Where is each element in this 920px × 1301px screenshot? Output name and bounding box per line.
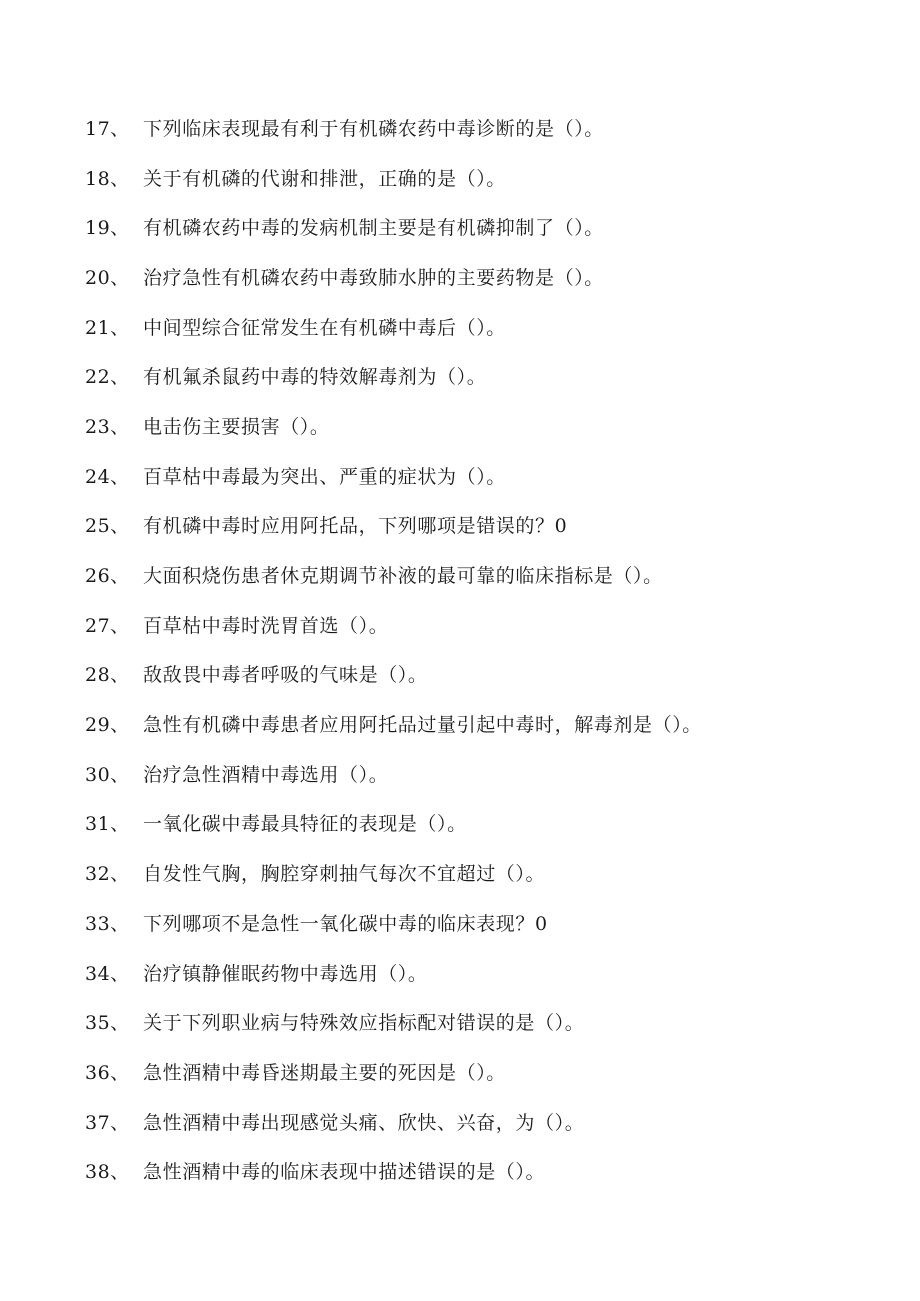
question-text: 治疗急性有机磷农药中毒致肺水肿的主要药物是（）。 <box>143 266 604 289</box>
question-item <box>85 601 885 651</box>
question-item <box>85 750 885 800</box>
question-text: 中间型综合征常发生在有机磷中毒后（）。 <box>143 316 506 339</box>
question-item <box>85 104 885 154</box>
question-text: 急性酒精中毒昏迷期最主要的死因是（）。 <box>143 1061 506 1084</box>
question-text: 急性酒精中毒出现感觉头痛、欣快、兴奋，为（）。 <box>143 1111 585 1134</box>
question-item <box>85 899 885 949</box>
question-number: 26、 <box>85 565 130 588</box>
question-item <box>85 303 885 353</box>
question-text: 关于有机磷的代谢和排泄，正确的是（）。 <box>143 167 506 190</box>
question-item <box>85 1147 885 1197</box>
question-item <box>85 452 885 502</box>
question-number: 18、 <box>85 167 130 190</box>
question-text: 治疗镇静催眠药物中毒选用（）。 <box>143 962 428 985</box>
question-number: 34、 <box>85 962 130 985</box>
question-number: 28、 <box>85 664 130 687</box>
question-item <box>85 949 885 999</box>
question-text: 下列临床表现最有利于有机磷农药中毒诊断的是（）。 <box>143 117 604 140</box>
question-item <box>85 800 885 850</box>
question-text: 一氧化碳中毒最具特征的表现是（）。 <box>143 813 467 836</box>
question-item <box>85 1098 885 1148</box>
question-number: 21、 <box>85 316 130 339</box>
question-text: 百草枯中毒时洗胃首选（）。 <box>143 614 389 637</box>
question-item <box>85 203 885 253</box>
question-number: 24、 <box>85 465 130 488</box>
question-item <box>85 402 885 452</box>
question-number: 17、 <box>85 117 130 140</box>
question-text: 有机磷中毒时应用阿托品，下列哪项是错误的？0 <box>143 515 568 538</box>
question-item <box>85 998 885 1048</box>
question-number: 25、 <box>85 515 130 538</box>
question-item <box>85 352 885 402</box>
question-text: 下列哪项不是急性一氧化碳中毒的临床表现？0 <box>143 912 548 935</box>
question-text: 百草枯中毒最为突出、严重的症状为（）。 <box>143 465 506 488</box>
question-text: 急性有机磷中毒患者应用阿托品过量引起中毒时，解毒剂是（）。 <box>143 714 702 737</box>
question-text: 有机磷农药中毒的发病机制主要是有机磷抑制了（）。 <box>143 217 604 240</box>
question-text: 有机氟杀鼠药中毒的特效解毒剂为（）。 <box>143 366 487 389</box>
question-number: 20、 <box>85 266 130 289</box>
question-item <box>85 700 885 750</box>
question-text: 自发性气胸，胸腔穿刺抽气每次不宜超过（）。 <box>143 863 546 886</box>
question-text: 敌敌畏中毒者呼吸的气味是（）。 <box>143 664 428 687</box>
question-number: 38、 <box>85 1161 130 1184</box>
question-number: 36、 <box>85 1061 130 1084</box>
question-item <box>85 253 885 303</box>
question-item <box>85 849 885 899</box>
question-number: 32、 <box>85 863 130 886</box>
question-number: 37、 <box>85 1111 130 1134</box>
question-number: 19、 <box>85 217 130 240</box>
question-item <box>85 551 885 601</box>
question-item <box>85 651 885 701</box>
question-number: 30、 <box>85 763 130 786</box>
question-number: 33、 <box>85 912 130 935</box>
question-number: 22、 <box>85 366 130 389</box>
question-number: 27、 <box>85 614 130 637</box>
question-text: 急性酒精中毒的临床表现中描述错误的是（）。 <box>143 1161 546 1184</box>
question-list <box>85 104 885 1197</box>
question-number: 31、 <box>85 813 130 836</box>
question-item <box>85 154 885 204</box>
question-text: 电击伤主要损害（）。 <box>143 415 330 438</box>
question-text: 关于下列职业病与特殊效应指标配对错误的是（）。 <box>143 1012 585 1035</box>
question-text: 大面积烧伤患者休克期调节补液的最可靠的临床指标是（）。 <box>143 565 663 588</box>
question-text: 治疗急性酒精中毒选用（）。 <box>143 763 389 786</box>
question-number: 23、 <box>85 415 130 438</box>
question-item <box>85 502 885 552</box>
question-item <box>85 1048 885 1098</box>
question-number: 29、 <box>85 714 130 737</box>
question-number: 35、 <box>85 1012 130 1035</box>
